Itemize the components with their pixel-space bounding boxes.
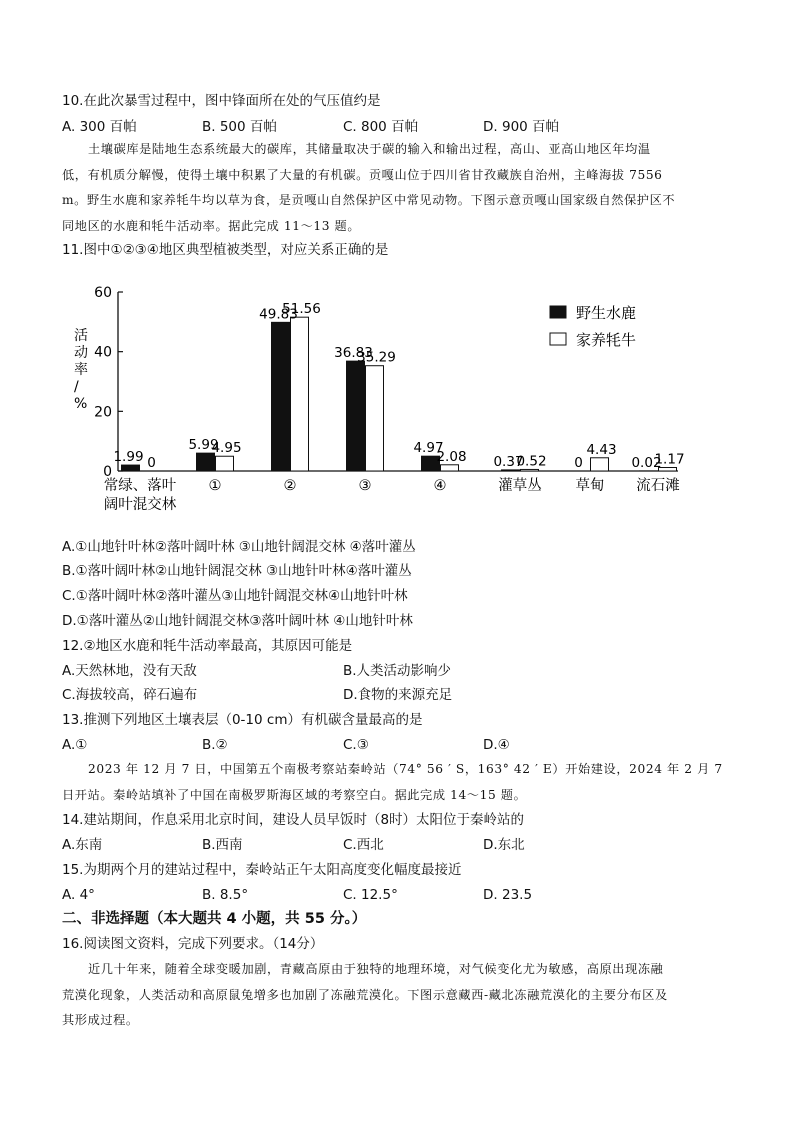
q13-option-d: D.④ (483, 737, 510, 753)
legend-label: 野生水鹿 (576, 304, 637, 322)
bar-yak (366, 366, 384, 471)
bar-value-label: 4.97 (413, 440, 444, 457)
q14-option-b: B.西南 (202, 837, 243, 853)
q10-option-c: C. 800 百帕 (343, 119, 419, 135)
passage-line: 其形成过程。 (62, 1013, 139, 1027)
q16-stem: 16.阅读图文资料，完成下列要求。（14分） (62, 936, 324, 952)
q11-option-c: C.①落叶阔叶林②落叶灌丛③山地针阔混交林④山地针叶林 (62, 588, 408, 604)
q12-option-b: B.人类活动影响少 (343, 663, 452, 679)
passage-line: 土壤碳库是陆地生态系统最大的碳库，其储量取决于碳的输入和输出过程，高山、亚高山地区年均温 (88, 142, 651, 156)
x-category-label: 常绿、落叶 (103, 478, 177, 494)
q13-option-b: B.② (202, 737, 228, 753)
passage-line: 同地区的水鹿和牦牛活动率。据此完成 11～13 题。 (62, 218, 361, 233)
bar-yak (216, 456, 234, 471)
q13-option-a: A.① (62, 737, 88, 753)
bar-value-label: 36.83 (334, 345, 373, 362)
bar-value-label: 0 (147, 455, 156, 471)
passage-line: m。野生水鹿和家养牦牛均以草为食，是贡嘎山自然保护区中常见动物。下图示意贡嘎山国家级自然保护区不 (62, 193, 676, 207)
passage-line: 2023 年 12 月 7 日，中国第五个南极考察站秦岭站（74° 56 ′ S，163° 42 ′ E）开始建设，2024 年 2 月 7 (88, 762, 723, 776)
x-category-label: ② (283, 478, 297, 494)
bar-value-label: 4.95 (211, 440, 242, 457)
passage-qinling-station (62, 757, 732, 808)
q10-option-a: A. 300 百帕 (62, 119, 137, 135)
x-category-label: 流石滩 (636, 478, 680, 494)
q11-option-b: B.①落叶阔叶林②山地针阔混交林 ③山地针叶林④落叶灌丛 (62, 563, 412, 579)
bar-value-label: 0.52 (516, 453, 547, 470)
q14-option-c: C.西北 (343, 837, 384, 853)
q10-stem: 10.在此次暴雪过程中，图中锋面所在处的气压值约是 (62, 93, 381, 109)
passage-line: 近几十年来，随着全球变暖加剧，青藏高原由于独特的地理环境，对气候变化尤为敏感，高原出现冻融 (88, 962, 664, 976)
q14-stem: 14.建站期间，作息采用北京时间，建设人员早饭时（8时）太阳位于秦岭站的 (62, 812, 525, 828)
q15-option-d: D. 23.5 (483, 887, 533, 903)
bar-value-label: 5.99 (188, 437, 219, 454)
bar-value-label: 2.08 (436, 448, 467, 465)
passage-line: 荒漠化现象，人类活动和高原鼠兔增多也加剧了冻融荒漠化。下图示意藏西-藏北冻融荒漠化的主要分布区及 (62, 987, 668, 1002)
q15-option-c: C. 12.5° (343, 887, 398, 903)
q12-option-a: A.天然林地，没有天敌 (62, 663, 197, 679)
x-category-label: 阔叶混交林 (103, 497, 177, 513)
q12-stem: 12.②地区水鹿和牦牛活动率最高，其原因可能是 (62, 638, 353, 654)
bar-value-label: 1.17 (654, 451, 685, 468)
q11-option-d: D.①落叶灌丛②山地针阔混交林③落叶阔叶林 ④山地针叶林 (62, 613, 413, 629)
y-tick-label: 40 (94, 344, 112, 361)
bar-yak (291, 317, 309, 471)
activity-rate-bar-chart (60, 280, 700, 525)
bar-deer (122, 465, 140, 471)
passage-soil-carbon (62, 137, 732, 239)
q13-stem: 13.推测下列地区土壤表层（0-10 cm）有机碳含量最高的是 (62, 712, 423, 728)
legend-swatch (550, 333, 566, 345)
legend-label: 家养牦牛 (576, 331, 637, 349)
passage-line: 日开站。秦岭站填补了中国在南极罗斯海区域的考察空白。据此完成 14～15 题。 (62, 787, 527, 802)
bar-deer (502, 470, 520, 471)
passage-line: 低，有机质分解慢，使得土壤中积累了大量的有机碳。贡嘎山位于四川省甘孜藏族自治州，主峰海拔 7556 (62, 167, 663, 182)
q15-option-a: A. 4° (62, 887, 95, 903)
q10-option-b: B. 500 百帕 (202, 119, 277, 135)
q15-option-b: B. 8.5° (202, 887, 249, 903)
q14-option-a: A.东南 (62, 837, 103, 853)
bar-value-label: 4.43 (586, 441, 617, 458)
bar-value-label: 51.56 (282, 301, 321, 318)
bar-value-label: 0 (574, 455, 583, 471)
x-category-label: 灌草丛 (498, 478, 542, 494)
y-tick-label: 0 (103, 464, 112, 480)
bar-deer (347, 361, 365, 471)
legend-swatch (550, 306, 566, 318)
q15-stem: 15.为期两个月的建站过程中，秦岭站正午太阳高度变化幅度最接近 (62, 862, 462, 878)
x-category-label: ④ (433, 478, 447, 494)
bar-yak (441, 465, 459, 471)
bar-value-label: 35.29 (357, 349, 396, 366)
bar-value-label: 1.99 (113, 449, 144, 466)
x-category-label: ③ (358, 478, 372, 494)
y-axis-label: 活动率/ % (74, 328, 88, 412)
bar-value-label: 0.37 (493, 453, 524, 470)
q12-option-d: D.食物的来源充足 (343, 687, 453, 703)
y-tick-label: 20 (94, 404, 112, 421)
section-title: 二、非选择题（本大题共 4 小题，共 55 分。） (62, 911, 367, 927)
q11-option-a: A.①山地针叶林②落叶阔叶林 ③山地针阔混交林 ④落叶灌丛 (62, 539, 416, 555)
chart-legend (550, 304, 636, 349)
bar-value-label: 0.02 (631, 454, 662, 471)
q13-option-c: C.③ (343, 737, 369, 753)
q14-option-d: D.东北 (483, 837, 525, 853)
x-category-label: ① (208, 478, 222, 494)
passage-freeze-thaw (62, 957, 732, 1034)
x-category-label: 草甸 (575, 478, 605, 494)
bar-yak (591, 458, 609, 471)
q11-stem: 11.图中①②③④地区典型植被类型，对应关系正确的是 (62, 242, 389, 258)
q10-option-d: D. 900 百帕 (483, 119, 560, 135)
bar-value-label: 49.83 (259, 306, 298, 323)
q12-option-c: C.海拔较高，碎石遍布 (62, 687, 198, 703)
y-tick-label: 60 (94, 285, 112, 301)
bar-deer (272, 322, 290, 471)
